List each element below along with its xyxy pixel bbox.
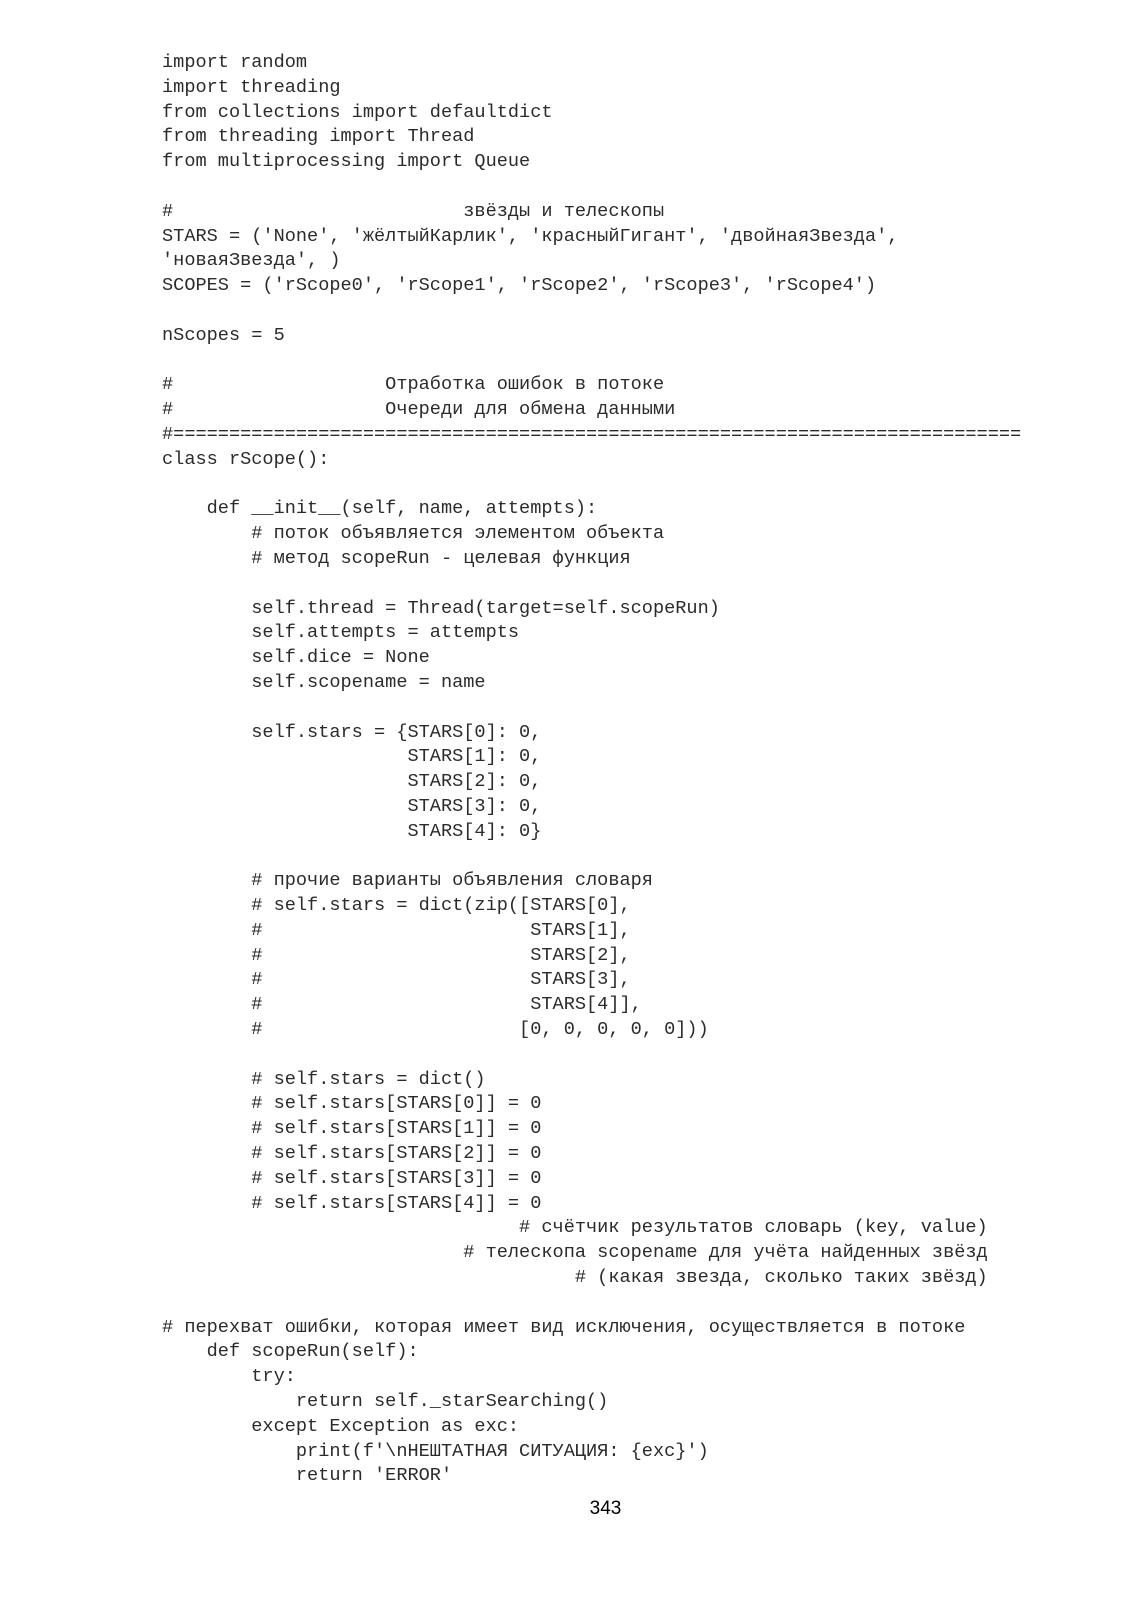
code-line: from threading import Thread (162, 126, 475, 148)
code-line: try: (162, 1366, 296, 1388)
code-line: # метод scopeRun - целевая функция (162, 547, 631, 569)
code-line: return self._starSearching() (162, 1391, 609, 1413)
code-line: 'новаяЗвезда', ) (162, 250, 341, 272)
code-line: STARS[2]: 0, (162, 771, 542, 793)
code-line: # прочие варианты объявления словаря (162, 870, 653, 892)
code-listing (162, 51, 1021, 1489)
code-line: #============================================================================ (162, 423, 1022, 445)
code-line: # Отработка ошибок в потоке (162, 374, 665, 396)
code-line: STARS[1]: 0, (162, 746, 542, 768)
code-line: # self.stars = dict(zip([STARS[0], (162, 895, 631, 917)
code-line: # [0, 0, 0, 0, 0])) (162, 1019, 709, 1041)
code-line (162, 1291, 1021, 1316)
page-number: 343 (589, 1498, 622, 1519)
code-line: self.attempts = attempts (162, 622, 520, 644)
code-line: self.dice = None (162, 647, 430, 669)
code-line: # STARS[3], (162, 969, 631, 991)
code-line (162, 473, 1021, 498)
code-line: # (какая звезда, сколько таких звёзд) (162, 1267, 988, 1289)
code-line: except Exception as exc: (162, 1415, 520, 1437)
code-line: return 'ERROR' (162, 1465, 453, 1487)
code-line: # self.stars[STARS[3]] = 0 (162, 1167, 542, 1189)
code-line (162, 572, 1021, 597)
code-line: # счётчик результатов словарь (key, value) (162, 1217, 988, 1239)
code-line: # телескопа scopename для учёта найденных звёзд (162, 1242, 988, 1264)
code-line: def scopeRun(self): (162, 1341, 419, 1363)
code-line: # поток объявляется элементом объекта (162, 523, 665, 545)
code-line: # перехват ошибки, которая имеет вид исключения, осуществляется в потоке (162, 1316, 966, 1338)
code-line: from multiprocessing import Queue (162, 151, 531, 173)
code-line: # STARS[2], (162, 944, 631, 966)
code-line: # звёзды и телескопы (162, 200, 665, 222)
code-line: self.thread = Thread(target=self.scopeRun) (162, 597, 720, 619)
code-line (162, 696, 1021, 721)
code-line: class rScope(): (162, 448, 330, 470)
code-line: def __init__(self, name, attempts): (162, 498, 598, 520)
code-line: # self.stars = dict() (162, 1068, 486, 1090)
code-line (162, 299, 1021, 324)
code-line: self.stars = {STARS[0]: 0, (162, 721, 542, 743)
code-line: STARS[4]: 0} (162, 820, 542, 842)
code-line: # self.stars[STARS[1]] = 0 (162, 1118, 542, 1140)
code-line: self.scopename = name (162, 671, 486, 693)
code-line: nScopes = 5 (162, 324, 285, 346)
code-line: STARS = ('None', 'жёлтыйКарлик', 'красныйГигант', 'двойнаяЗвезда', (162, 225, 899, 247)
code-line (162, 175, 1021, 200)
code-line: # Очереди для обмена данными (162, 399, 676, 421)
code-line: # STARS[4]], (162, 994, 642, 1016)
code-line: print(f'\nНЕШТАТНАЯ СИТУАЦИЯ: {exc}') (162, 1440, 709, 1462)
code-line (162, 349, 1021, 374)
code-line: # self.stars[STARS[4]] = 0 (162, 1192, 542, 1214)
code-line: import random (162, 52, 308, 73)
code-line: from collections import defaultdict (162, 101, 553, 123)
code-line (162, 1043, 1021, 1068)
code-line (162, 845, 1021, 870)
code-line: # self.stars[STARS[0]] = 0 (162, 1093, 542, 1115)
code-line: import threading (162, 76, 341, 98)
code-line: SCOPES = ('rScope0', 'rScope1', 'rScope2', 'rScope3', 'rScope4') (162, 275, 877, 297)
code-line: # self.stars[STARS[2]] = 0 (162, 1143, 542, 1165)
code-line: # STARS[1], (162, 919, 631, 941)
code-line: STARS[3]: 0, (162, 795, 542, 817)
